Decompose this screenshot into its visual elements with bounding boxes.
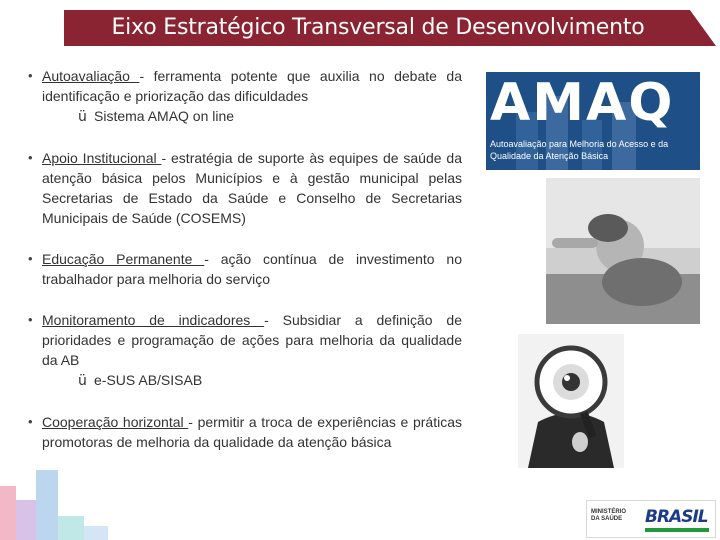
bullet-marker: • xyxy=(28,312,33,327)
amaq-title: AMAQ xyxy=(490,73,675,133)
bullet-marker: • xyxy=(28,414,33,429)
footer-logos xyxy=(586,500,716,538)
bullet-text xyxy=(42,310,462,370)
decorative-block-pink xyxy=(0,486,16,540)
bullet-description: - permitir a troca de experiências e práticas promotoras de melhoria da qualidade da atenção básica xyxy=(42,414,462,450)
decorative-block-blue xyxy=(36,470,58,540)
sub-item xyxy=(42,370,462,391)
bullet-term: Apoio Institucional xyxy=(42,150,162,166)
sub-item-text: Sistema AMAQ on line xyxy=(94,108,235,124)
list-item xyxy=(22,148,462,228)
bullet-term: Autoavaliação xyxy=(42,68,140,84)
magnifying-glass-graphic xyxy=(518,334,624,468)
amaq-logo xyxy=(486,72,700,170)
baby-photo-graphic xyxy=(546,178,700,324)
bullet-term: Monitoramento de indicadores xyxy=(42,312,265,328)
bullet-marker: • xyxy=(28,68,33,83)
amaq-subtitle: Autoavaliação para Melhoria do Acesso e da Qualidade da Atenção Básica xyxy=(490,139,669,161)
bullet-description: - ação contínua de investimento no trabalhador para melhoria do serviço xyxy=(42,251,462,287)
bullet-marker: • xyxy=(28,251,33,266)
bullet-text xyxy=(42,249,462,289)
ministry-logo-text: MINISTÉRIO DA SAÚDE xyxy=(591,509,627,522)
brasil-logo-bar xyxy=(645,528,709,532)
sub-item-text: e-SUS AB/SISAB xyxy=(94,372,203,388)
bullet-text xyxy=(42,66,462,106)
bullet-text xyxy=(42,148,462,228)
baby-photo xyxy=(546,178,700,324)
list-item xyxy=(22,249,462,289)
sub-item xyxy=(42,106,462,127)
bullet-term: Educação Permanente xyxy=(42,251,205,267)
magnifying-glass-photo xyxy=(518,334,624,468)
check-icon: ü xyxy=(78,373,87,389)
bullet-marker: • xyxy=(28,150,33,165)
decorative-block-purple xyxy=(16,500,36,540)
bullet-description: - Subsidiar a definição de prioridades e programação de ações para melhoria da qualidade da AB xyxy=(42,312,462,368)
bullet-term: Cooperação horizontal xyxy=(42,414,189,430)
bullet-text xyxy=(42,412,462,452)
list-item xyxy=(22,412,462,452)
decorative-block-teal xyxy=(58,516,84,540)
list-item xyxy=(22,310,462,391)
bullet-description: - estratégia de suporte às equipes de saúde da atenção básica pelos Municípios e à gestão municipal pelas Secretarias de Estado da Saúde e Conselho de Secretarias Municipais de Saúde (COSEMS) xyxy=(42,150,462,226)
check-icon: ü xyxy=(78,109,87,125)
page-title: Eixo Estratégico Transversal de Desenvolvimento xyxy=(111,15,645,40)
bullet-description: - ferramenta potente que auxilia no debate da identificação e priorização das dificuldades xyxy=(42,68,462,104)
decorative-block-lightblue xyxy=(84,526,108,540)
bullet-list xyxy=(22,66,462,473)
brasil-logo-text: BRASIL xyxy=(645,507,708,527)
list-item xyxy=(22,66,462,127)
